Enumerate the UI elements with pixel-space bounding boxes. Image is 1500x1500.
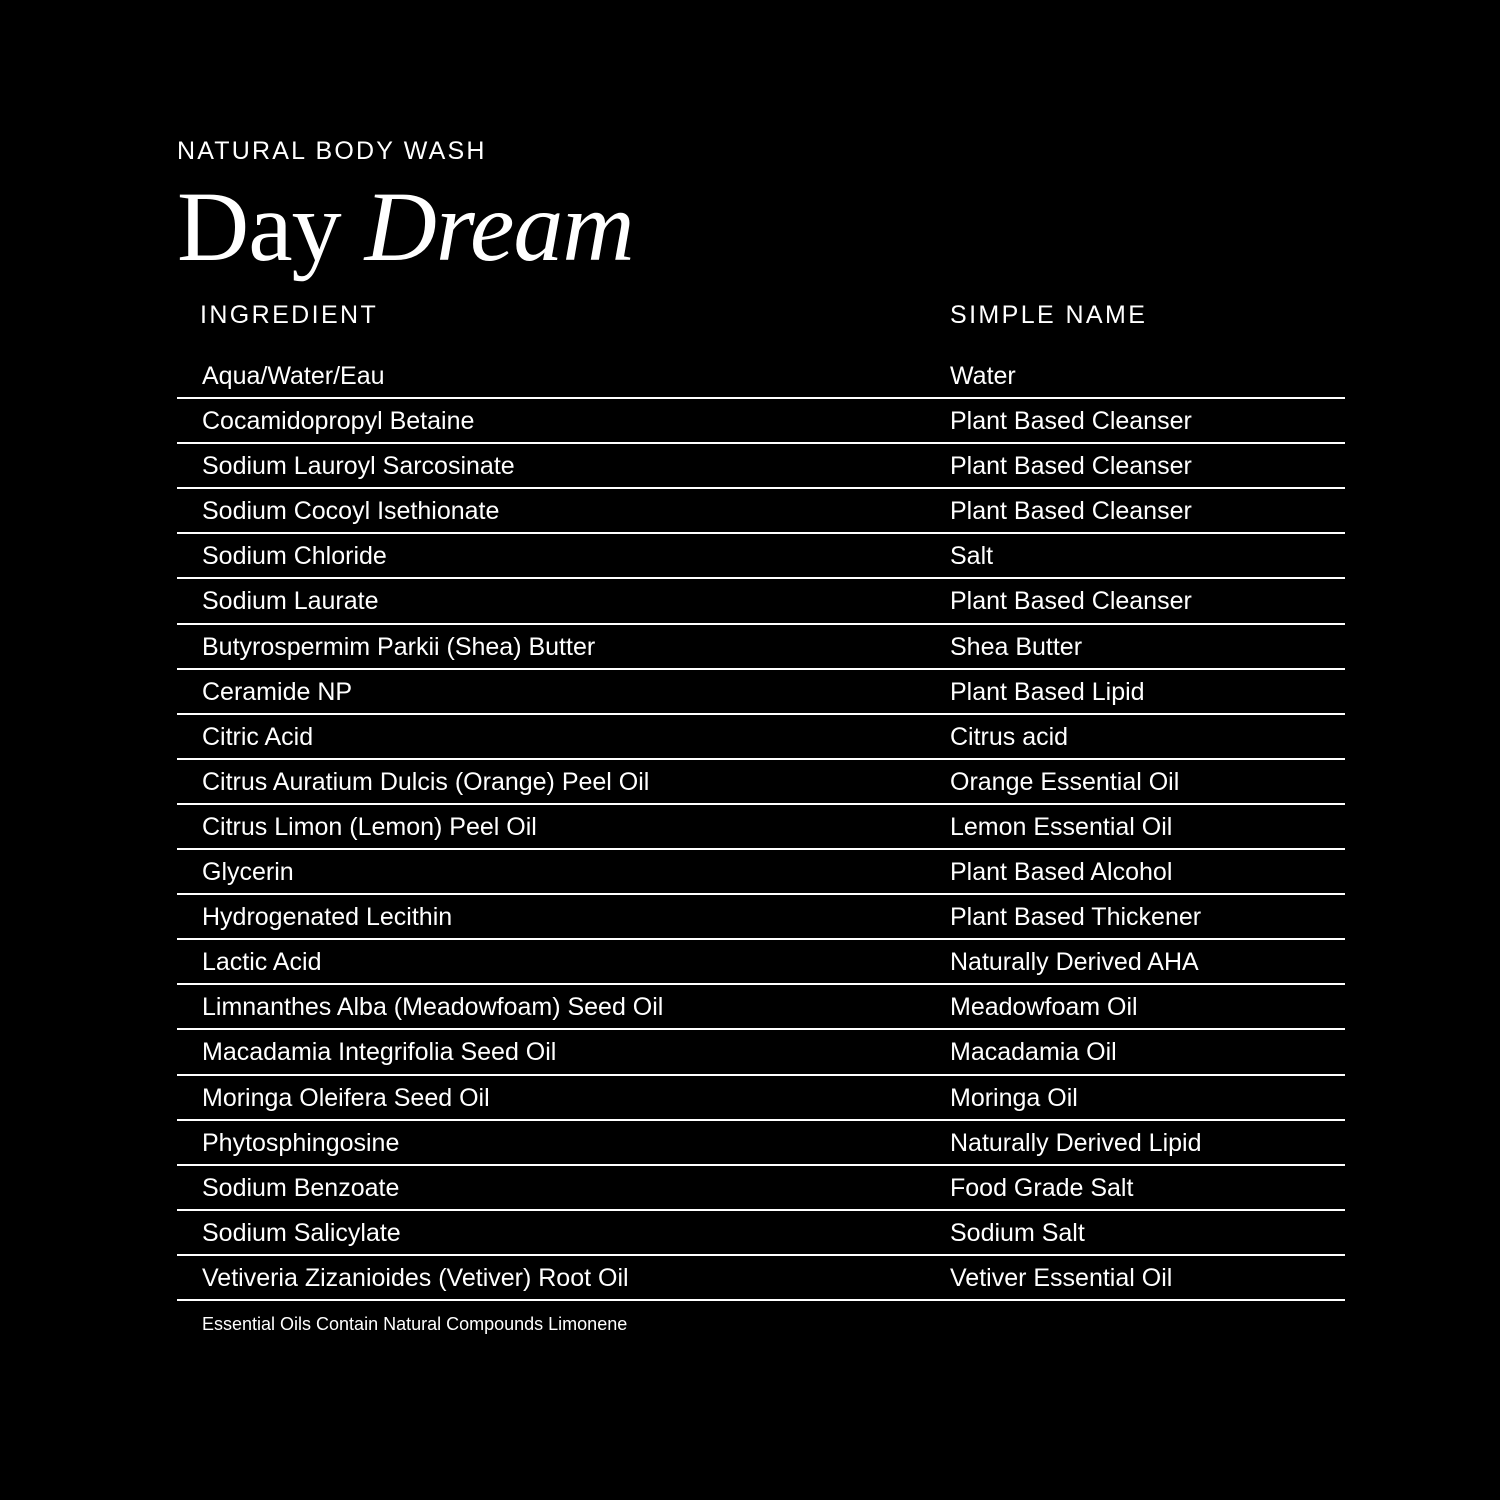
ingredient-cell: Limnanthes Alba (Meadowfoam) Seed Oil — [202, 993, 664, 1022]
simple-name-cell: Plant Based Cleanser — [950, 587, 1192, 616]
ingredient-cell: Butyrospermim Parkii (Shea) Butter — [202, 632, 596, 661]
ingredient-cell: Moringa Oleifera Seed Oil — [202, 1083, 490, 1112]
table-row — [177, 1030, 1345, 1075]
simple-name-cell: Moringa Oil — [950, 1083, 1078, 1112]
table-row — [177, 715, 1345, 760]
product-category: NATURAL BODY WASH — [177, 137, 487, 165]
simple-name-cell: Plant Based Cleanser — [950, 497, 1192, 526]
ingredient-cell: Vetiveria Zizanioides (Vetiver) Root Oil — [202, 1263, 629, 1292]
table-row — [177, 1121, 1345, 1166]
table-row — [177, 895, 1345, 940]
table-row — [177, 940, 1345, 985]
table-row — [177, 444, 1345, 489]
table-row — [177, 625, 1345, 670]
simple-name-cell: Macadamia Oil — [950, 1038, 1117, 1067]
ingredient-cell: Citrus Auratium Dulcis (Orange) Peel Oil — [202, 767, 650, 796]
simple-name-cell: Naturally Derived AHA — [950, 948, 1199, 977]
table-row — [177, 1076, 1345, 1121]
simple-name-cell: Vetiver Essential Oil — [950, 1263, 1173, 1292]
ingredient-table — [177, 354, 1345, 1301]
table-row — [177, 985, 1345, 1030]
table-row — [177, 534, 1345, 579]
simple-name-cell: Shea Butter — [950, 632, 1083, 661]
simple-name-cell: Sodium Salt — [950, 1218, 1085, 1247]
simple-name-cell: Food Grade Salt — [950, 1173, 1134, 1202]
table-row — [177, 1256, 1345, 1301]
ingredient-cell: Phytosphingosine — [202, 1128, 400, 1157]
simple-name-cell: Orange Essential Oil — [950, 767, 1180, 796]
product-title-regular: Day — [177, 171, 341, 282]
table-row — [177, 805, 1345, 850]
ingredient-cell: Sodium Laurate — [202, 587, 379, 616]
simple-name-cell: Meadowfoam Oil — [950, 993, 1138, 1022]
product-title — [177, 172, 634, 282]
ingredient-cell: Lactic Acid — [202, 948, 322, 977]
ingredient-cell: Sodium Lauroyl Sarcosinate — [202, 452, 515, 481]
ingredient-cell: Macadamia Integrifolia Seed Oil — [202, 1038, 557, 1067]
simple-name-cell: Salt — [950, 542, 994, 571]
ingredient-cell: Citric Acid — [202, 722, 314, 751]
table-row — [177, 760, 1345, 805]
simple-name-cell: Naturally Derived Lipid — [950, 1128, 1202, 1157]
simple-name-cell: Plant Based Cleanser — [950, 407, 1192, 436]
table-row — [177, 399, 1345, 444]
ingredient-cell: Sodium Benzoate — [202, 1173, 400, 1202]
simple-name-cell: Plant Based Cleanser — [950, 452, 1192, 481]
ingredient-cell: Sodium Cocoyl Isethionate — [202, 497, 500, 526]
ingredient-column-header: INGREDIENT — [200, 301, 379, 329]
product-title-italic: Dream — [364, 171, 634, 282]
simple-name-cell: Citrus acid — [950, 722, 1069, 751]
table-row — [177, 1166, 1345, 1211]
ingredient-cell: Aqua/Water/Eau — [202, 362, 385, 390]
simple-name-cell: Plant Based Thickener — [950, 903, 1202, 932]
simple-name-cell: Water — [950, 362, 1016, 390]
table-row — [177, 354, 1345, 399]
table-row — [177, 489, 1345, 534]
ingredient-cell: Glycerin — [202, 858, 294, 887]
ingredient-cell: Citrus Limon (Lemon) Peel Oil — [202, 812, 537, 841]
ingredient-cell: Hydrogenated Lecithin — [202, 903, 453, 932]
table-row — [177, 850, 1345, 895]
ingredient-cell: Cocamidopropyl Betaine — [202, 407, 475, 436]
simple-name-cell: Plant Based Alcohol — [950, 858, 1173, 887]
table-row — [177, 1211, 1345, 1256]
table-row — [177, 579, 1345, 624]
footnote: Essential Oils Contain Natural Compounds Limonene — [202, 1314, 628, 1334]
table-row — [177, 670, 1345, 715]
ingredient-cell: Ceramide NP — [202, 677, 353, 706]
simple-name-cell: Plant Based Lipid — [950, 677, 1145, 706]
simple-name-column-header: SIMPLE NAME — [950, 301, 1148, 329]
simple-name-cell: Lemon Essential Oil — [950, 812, 1173, 841]
ingredient-cell: Sodium Salicylate — [202, 1218, 401, 1247]
ingredient-cell: Sodium Chloride — [202, 542, 387, 571]
